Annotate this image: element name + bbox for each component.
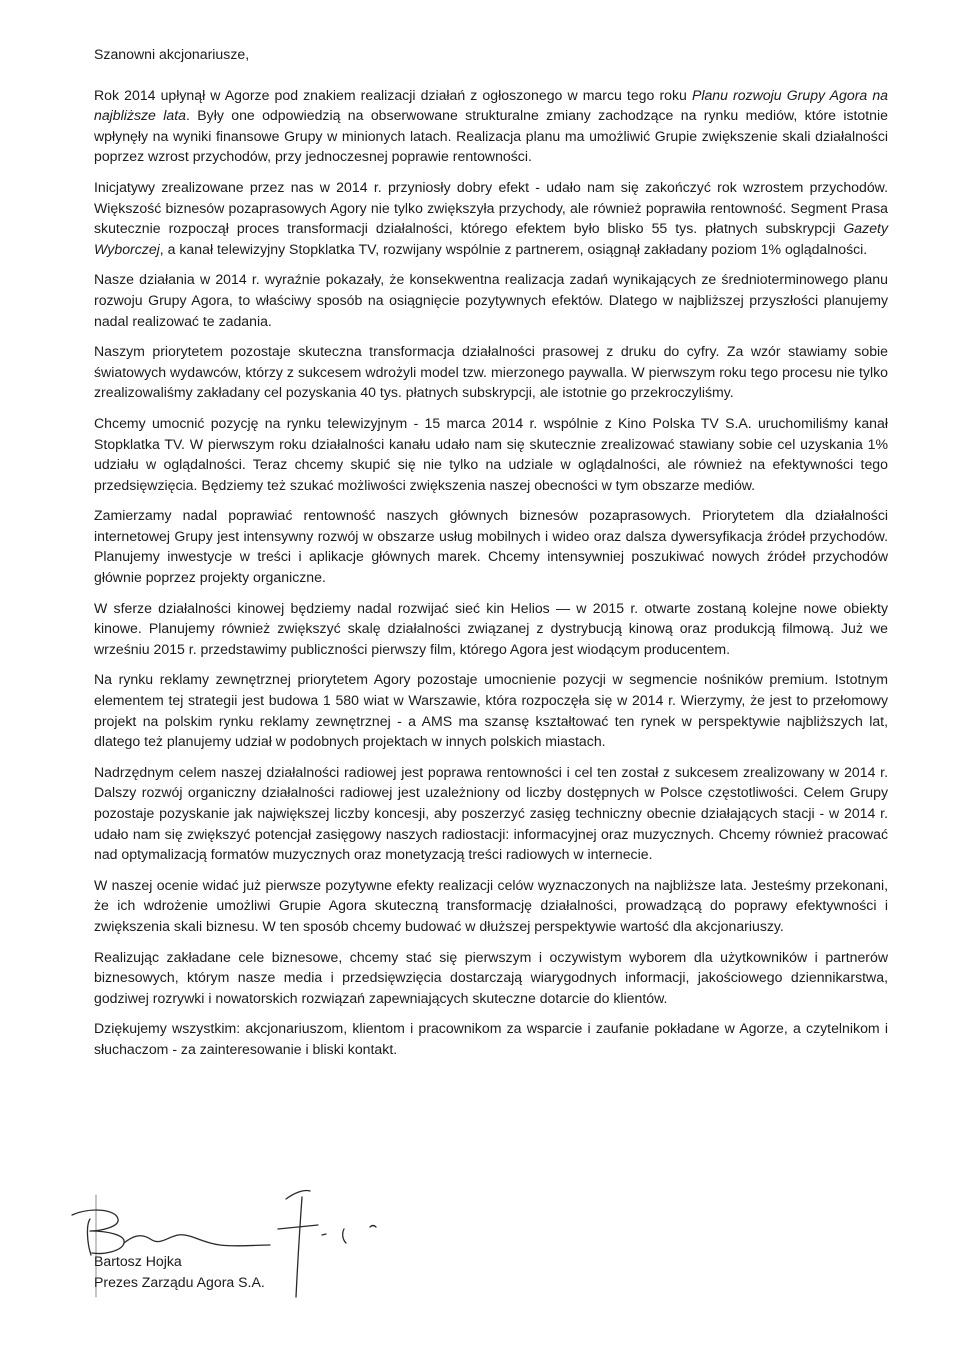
paragraph-text: Zamierzamy nadal poprawiać rentowność naszych głównych biznesów pozaprasowych. Priorytetem dla działalności internetowej Grupy jest intensywny rozwój w obszarze usług mobilnych i wideo oraz dalsza dywersyfikacja źródeł przychodów. Planujemy inwestycje w treści i aplikacje głównych marek. Chcemy intensywniej poszukiwać nowych źródeł przychodów głównie poprzez projekty organiczne. bbox=[94, 507, 888, 586]
paragraph bbox=[94, 269, 888, 331]
paragraph-text: Chcemy umocnić pozycję na rynku telewizyjnym - 15 marca 2014 r. wspólnie z Kino Polska TV S.A. uruchomiliśmy kanał Stopklatka TV. W pierwszym roku działalności kanału udało nam się skutecznie zrealizować stawiany sobie cel uzyskania 1% udziału w oglądalności. Teraz chcemy skupić się nie tylko na udziale w oglądalności, ale również na efektywności tego przedsięwzięcia. Będziemy też szukać możliwości zwiększenia naszej obecności w tym obszarze mediów. bbox=[94, 414, 888, 493]
paragraph-text: , a kanał telewizyjny Stopklatka TV, rozwijany wspólnie z partnerem, osiągnął zakładany poziom 1% oglądalności. bbox=[159, 240, 868, 257]
paragraph-text: Rok 2014 upłynął w Agorze pod znakiem realizacji działań z ogłoszonego w marcu tego roku bbox=[94, 86, 692, 103]
paragraph-text: W naszej ocenie widać już pierwsze pozytywne efekty realizacji celów wyznaczonych na najbliższe lata. Jesteśmy przekonani, że ich wdrożenie umożliwi Grupie Agora skuteczną transformację działalności, prowadzącą do poprawy efektywności i zwiększenia skali biznesu. W ten sposób chcemy budować w dłuższej perspektywie wartość dla akcjonariuszy. bbox=[94, 876, 888, 934]
paragraph-text: Inicjatywy zrealizowane przez nas w 2014 r. przyniosły dobry efekt - udało nam się zakończyć rok wzrostem przychodów. Większość biznesów pozaprasowych Agory nie tylko zwiększyła przychody, ale również poprawiła rentowność. Segment Prasa skutecznie rozpoczął proces transformacji działalności, którego efektem było blisko 55 tys. płatnych subskrypcji bbox=[94, 178, 888, 237]
paragraph-text: Realizując zakładane cele biznesowe, chcemy stać się pierwszym i oczywistym wyborem dla użytkowników i partnerów biznesowych, którym nasze media i przedsięwzięcia dostarczają wiarygodnych informacji, jakościowego dziennikarstwa, godziwej rozrywki i nowatorskich rozwiązań zapewniających skuteczne dotarcie do klientów. bbox=[94, 948, 888, 1006]
paragraph bbox=[94, 177, 888, 259]
signer-name: Bartosz Hojka bbox=[94, 1253, 182, 1269]
paragraph bbox=[94, 341, 888, 403]
paragraph-text: Dziękujemy wszystkim: akcjonariuszom, klientom i pracownikom za wsparcie i zaufanie pokładane w Agorze, a czytelnikom i słuchaczom - za zainteresowanie i bliski kontakt. bbox=[94, 1020, 888, 1057]
paragraph bbox=[94, 947, 888, 1009]
paragraph-text: Na rynku reklamy zewnętrznej priorytetem Agory pozostaje umocnienie pozycji w segmencie nośników premium. Istotnym elementem tej strategii jest budowa 1 580 wiat w Warszawie, która rozpoczęła się w 2014 r. Wierzymy, że jest to przełomowy projekt na polskim rynku reklamy zewnętrznej - a AMS ma szansę kształtować ten rynek w perspektywie najbliższych lat, dlatego też planujemy udział w podobnych projektach w innych polskich miastach. bbox=[94, 671, 888, 750]
paragraph bbox=[94, 85, 888, 167]
signer-title: Prezes Zarządu Agora S.A. bbox=[94, 1273, 265, 1290]
paragraph-list bbox=[94, 85, 888, 1060]
paragraph bbox=[94, 598, 888, 660]
letter-body bbox=[94, 44, 888, 1070]
salutation: Szanowni akcjonariusze, bbox=[94, 46, 250, 62]
italic-text: Gazety Wyborczej bbox=[94, 220, 888, 257]
paragraph-text: W sferze działalności kinowej będziemy nadal rozwijać sieć kin Helios — w 2015 r. otwarte zostaną kolejne nowe obiekty kinowe. Planujemy również zwiększyć skalę działalności związanej z dystrybucją kinową oraz produkcją filmową. Już we wrześniu 2015 r. przedstawimy publiczności pierwszy film, którego Agora jest wiodącym producentem. bbox=[94, 599, 888, 657]
paragraph bbox=[94, 505, 888, 587]
paragraph bbox=[94, 1018, 888, 1059]
paragraph bbox=[94, 762, 888, 865]
paragraph bbox=[94, 669, 888, 751]
paragraph-text: Nasze działania w 2014 r. wyraźnie pokazały, że konsekwentna realizacja zadań wynikających ze średnioterminowego planu rozwoju Grupy Agora, to właściwy sposób na osiągnięcie pozytywnych efektów. Dlatego w najbliższej przyszłości planujemy nadal realizować te zadania. bbox=[94, 271, 888, 329]
paragraph-text: Naszym priorytetem pozostaje skuteczna transformacja działalności prasowej z druku do cyfry. Za wzór stawiamy sobie światowych wydawców, którzy z sukcesem wdrożyli model tzw. mierzonego paywalla. W pierwszym roku tego procesu nie tylko zrealizowaliśmy zakładany cel pozyskania 40 tys. płatnych subskrypcji, ale istotnie go przekroczyliśmy. bbox=[94, 343, 888, 401]
italic-text: Planu rozwoju Grupy Agora na najbliższe lata bbox=[94, 86, 888, 124]
paragraph-text: Nadrzędnym celem naszej działalności radiowej jest poprawa rentowności i cel ten został z sukcesem zrealizowany w 2014 r. Dalszy rozwój organiczny działalności radiowej jest uzależniony od liczby dostępnych w Polsce częstotliwości. Celem Grupy pozostaje pozyskanie jak największej liczby koncesji, aby poszerzyć zasięg techniczny obecnie działających stacji - w 2014 r. udało nam się zwiększyć potencjał zasięgowy naszych radiostacji: informacyjnej oraz muzycznych. Chcemy również pracować nad optymalizacją formatów muzycznych oraz monetyzacją treści radiowych w internecie. bbox=[94, 763, 888, 863]
paragraph bbox=[94, 413, 888, 495]
paragraph-text: . Były one odpowiedzią na obserwowane strukturalne zmiany zachodzące na rynku mediów, które istotnie wpłynęły na wyniki finansowe Grupy w minionych latach. Realizacja planu ma umożliwić Grupie zwiększenie skali działalności poprzez wzrost przychodów, przy jednoczesnej poprawie rentowności. bbox=[94, 107, 888, 165]
paragraph bbox=[94, 875, 888, 937]
signer-block bbox=[94, 1251, 265, 1292]
